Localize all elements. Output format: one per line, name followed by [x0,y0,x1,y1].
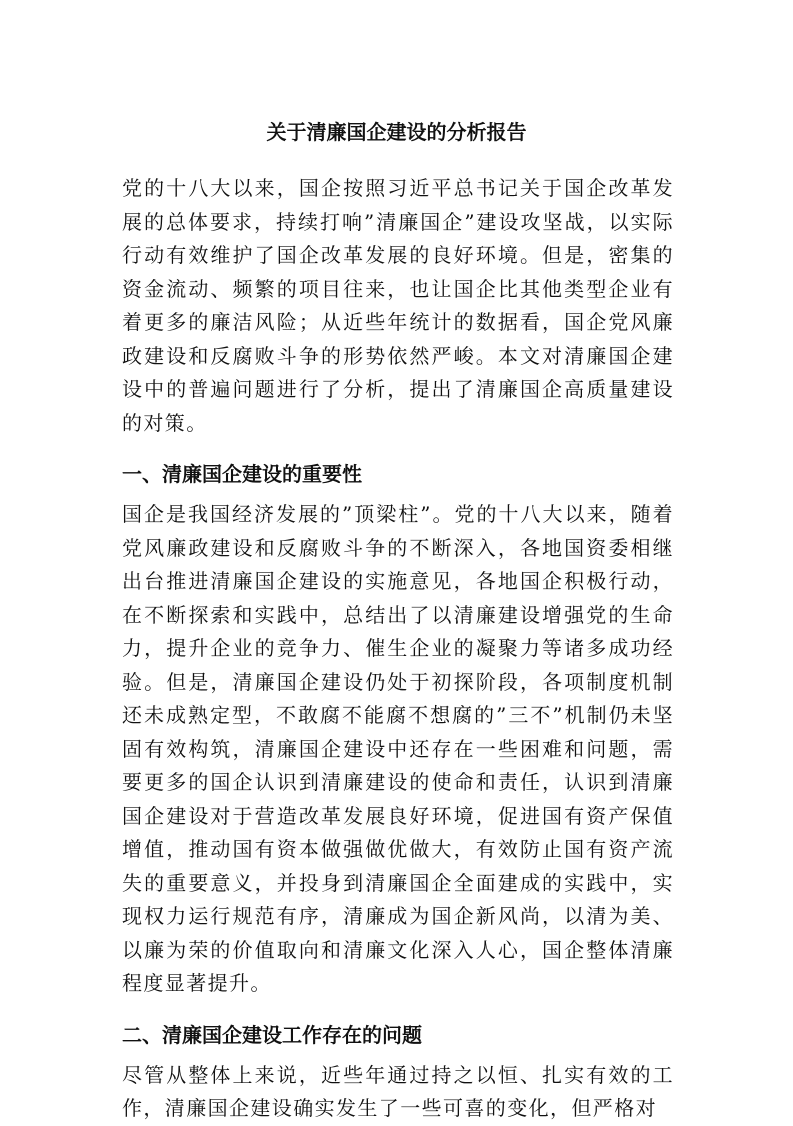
intro-paragraph: 党的十八大以来，国企按照习近平总书记关于国企改革发展的总体要求，持续打响”清廉国企”建设攻坚战，以实际行动有效维护了国企改革发展的良好环境。但是，密集的资金流动、频繁的项目往来，也让国企比其他类型企业有着更多的廉洁风险；从近些年统计的数据看，国企党风廉政建设和反腐败斗争的形势依然严峻。本文对清廉国企建设中的普遍问题进行了分析，提出了清廉国企高质量建设的对策。 [122,176,674,435]
section-2-paragraph: 尽管从整体上来说，近些年通过持之以恒、扎实有效的工作，清廉国企建设确实发生了一些可喜的变化，但严格对 [122,1062,674,1120]
section-1-paragraph: 国企是我国经济发展的”顶梁柱”。党的十八大以来，随着党风廉政建设和反腐败斗争的不断深入，各地国资委相继出台推进清廉国企建设的实施意见，各地国企积极行动，在不断探索和实践中，总结出了以清廉建设增强党的生命力，提升企业的竞争力、催生企业的凝聚力等诸多成功经验。但是，清廉国企建设仍处于初探阶段，各项制度机制还未成熟定型，不敢腐不能腐不想腐的”三不”机制仍未坚固有效构筑，清廉国企建设中还存在一些困难和问题，需要更多的国企认识到清廉建设的使命和责任，认识到清廉国企建设对于营造改革发展良好环境，促进国有资产保值增值，推动国有资本做强做优做大，有效防止国有资产流失的重要意义，并投身到清廉国企全面建成的实践中，实现权力运行规范有序，清廉成为国企新风尚，以清为美、以廉为荣的价值取向和清廉文化深入人心，国企整体清廉程度显著提升。 [122,502,674,995]
section-1-heading: 一、清廉国企建设的重要性 [122,462,362,486]
section-2-heading: 二、清廉国企建设工作存在的问题 [122,1022,422,1047]
document-body [122,172,674,1126]
document-title: 关于清廉国企建设的分析报告 [266,120,527,144]
